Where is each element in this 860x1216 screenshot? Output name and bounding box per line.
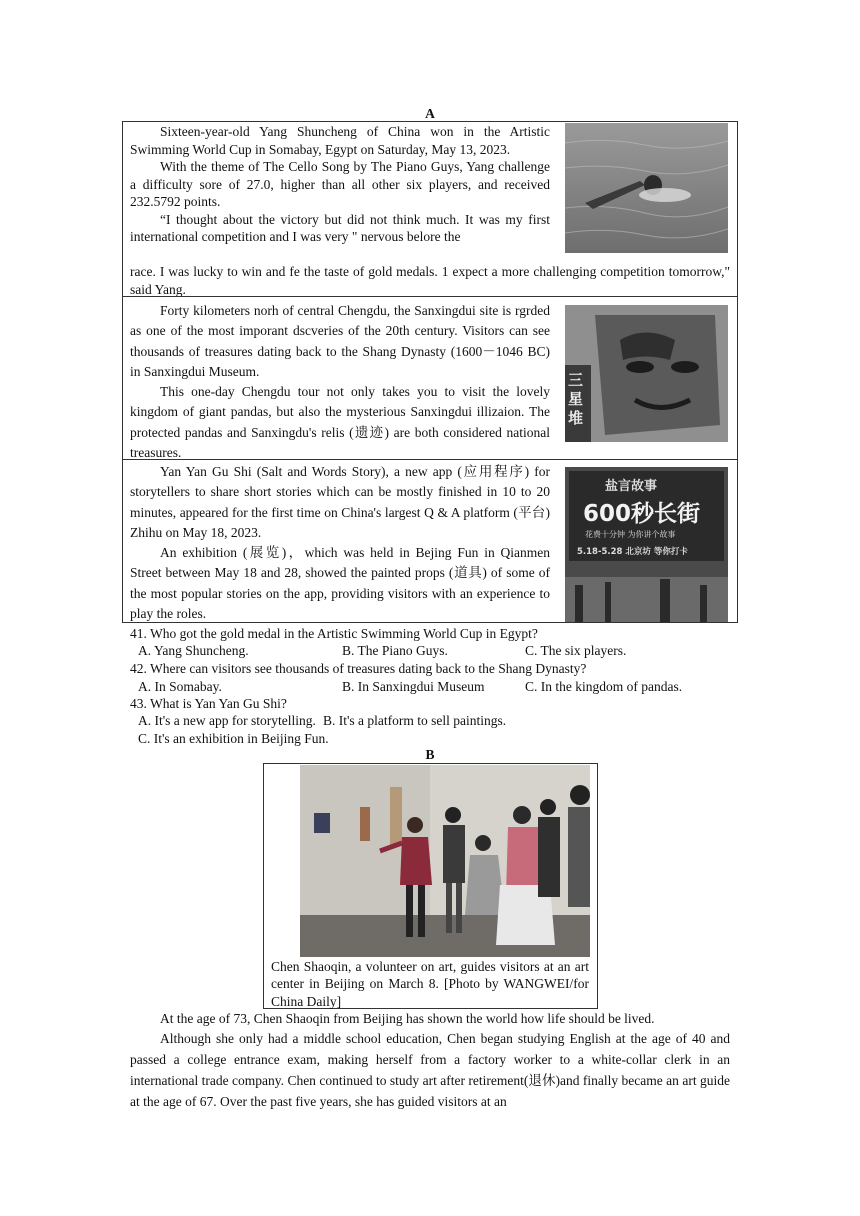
box2-paragraph-1: Forty kilometers norh of central Chengdu, the Sanxingdui site is rgrded as one of the most imporant dscveries of the 20th century. Visitors can see thousands of treasures dating back to the Shang Dynasty (1600－1046 BC) in Sanxingdui Museum.	[130, 303, 550, 379]
question-41: 41. Who got the gold medal in the Artistic Swimming World Cup in Egypt?	[130, 626, 538, 641]
q41-option-a: A. Yang Shuncheng.	[138, 643, 249, 658]
box3-text	[130, 462, 550, 624]
box3-paragraph-1: Yan Yan Gu Shi (Salt and Words Story), a new app (应用程序) for storytellers to share short stories which can be mostly finished in 10 to 20 minutes, appeared for the first time on China's largest Q & A platform (平台) Zhihu on May 18, 2023.	[130, 464, 550, 540]
poster-title: 盐言故事	[605, 479, 658, 494]
box1-paragraph-3b: race. I was lucky to win and fe the taste of gold medals. 1 expect a more challenging competition tomorrow," said Yang.	[130, 264, 730, 297]
box1-text-bottom	[130, 263, 730, 298]
box2-paragraph-2: This one-day Chengdu tour not only takes you to visit the lovely kingdom of giant pandas, but also the mysterious Sanxingdui illizaion. The protected pandas and Sanxingdu's relis (遗迹) are both considered national treasures.	[130, 384, 550, 461]
box1-paragraph-3a: “I thought about the victory but did not think much. It was my first international competition and I was very " nervous belore the	[130, 211, 550, 244]
box1-paragraph-1: Sixteen-year-old Yang Shuncheng of China won in the Artistic Swimming World Cup in Somabay, Egypt on Saturday, May 13, 2023.	[130, 124, 550, 157]
q41-option-b: B. The Piano Guys.	[342, 643, 448, 658]
photo-vertical-text: 三星堆	[568, 371, 584, 427]
box1-paragraph-2: With the theme of The Cello Song by The Piano Guys, Yang challenge a difficulty sore of 27.0, higher than all other six players, and received 232.5792 points.	[130, 159, 550, 209]
swimmer-photo	[565, 123, 728, 253]
section-a-heading: A	[425, 106, 435, 121]
box3-paragraph-2: An exhibition (展览)，which was held in Bejing Fun in Qianmen Street between May 18 and 28, showed the painted props (道具) of some of the most popular stories on the app, providing visitors with an experience to play the roles.	[130, 545, 550, 622]
app-poster-photo	[565, 467, 728, 622]
q42-option-a: A. In Somabay.	[138, 679, 222, 694]
q43-option-b: B. It's a platform to sell paintings.	[323, 713, 507, 728]
photo-caption	[271, 958, 589, 1010]
q42-option-c: C. In the kingdom of pandas.	[525, 679, 683, 694]
bronze-mask-photo	[565, 305, 728, 442]
question-42: 42. Where can visitors see thousands of treasures dating back to the Shang Dynasty?	[130, 661, 587, 676]
box2-text	[130, 301, 550, 463]
poster-dates: 5.18-5.28 北京坊 等你打卡	[577, 547, 688, 557]
photo-caption-text: Chen Shaoqin, a volunteer on art, guides visitors at an art center in Beijing on March 8. [Photo by WANGWEI/for China Daily]	[271, 959, 589, 1009]
poster-big-text: 600秒长街	[583, 501, 701, 527]
passage-b-body	[130, 1010, 730, 1112]
art-gallery-photo	[300, 765, 590, 957]
poster-subtitle: 花费十分钟 为你讲个故事	[585, 530, 676, 539]
section-b-heading: B	[425, 747, 435, 762]
question-43: 43. What is Yan Yan Gu Shi?	[130, 696, 287, 711]
passage-b-paragraph-2: Although she only had a middle school education, Chen began studying English at the age of 40 and passed a college entrance exam, making herself from a factory worker to a white-collar clerk in an international trade company. Chen continued to study art after retirement(退休)and finally became an art guide at the age of 67. Over the past five years, she has guided visitors at an	[130, 1031, 730, 1109]
q42-option-b: B. In Sanxingdui Museum	[342, 679, 485, 694]
q41-option-c: C. The six players.	[525, 643, 627, 658]
passage-b-paragraph-1: At the age of 73, Chen Shaoqin from Beijing has shown the world how life should be lived.	[160, 1011, 655, 1026]
box1-text-top	[130, 123, 550, 246]
q43-option-a: A. It's a new app for storytelling.	[138, 713, 316, 728]
q43-option-c: C. It's an exhibition in Beijing Fun.	[138, 731, 329, 746]
